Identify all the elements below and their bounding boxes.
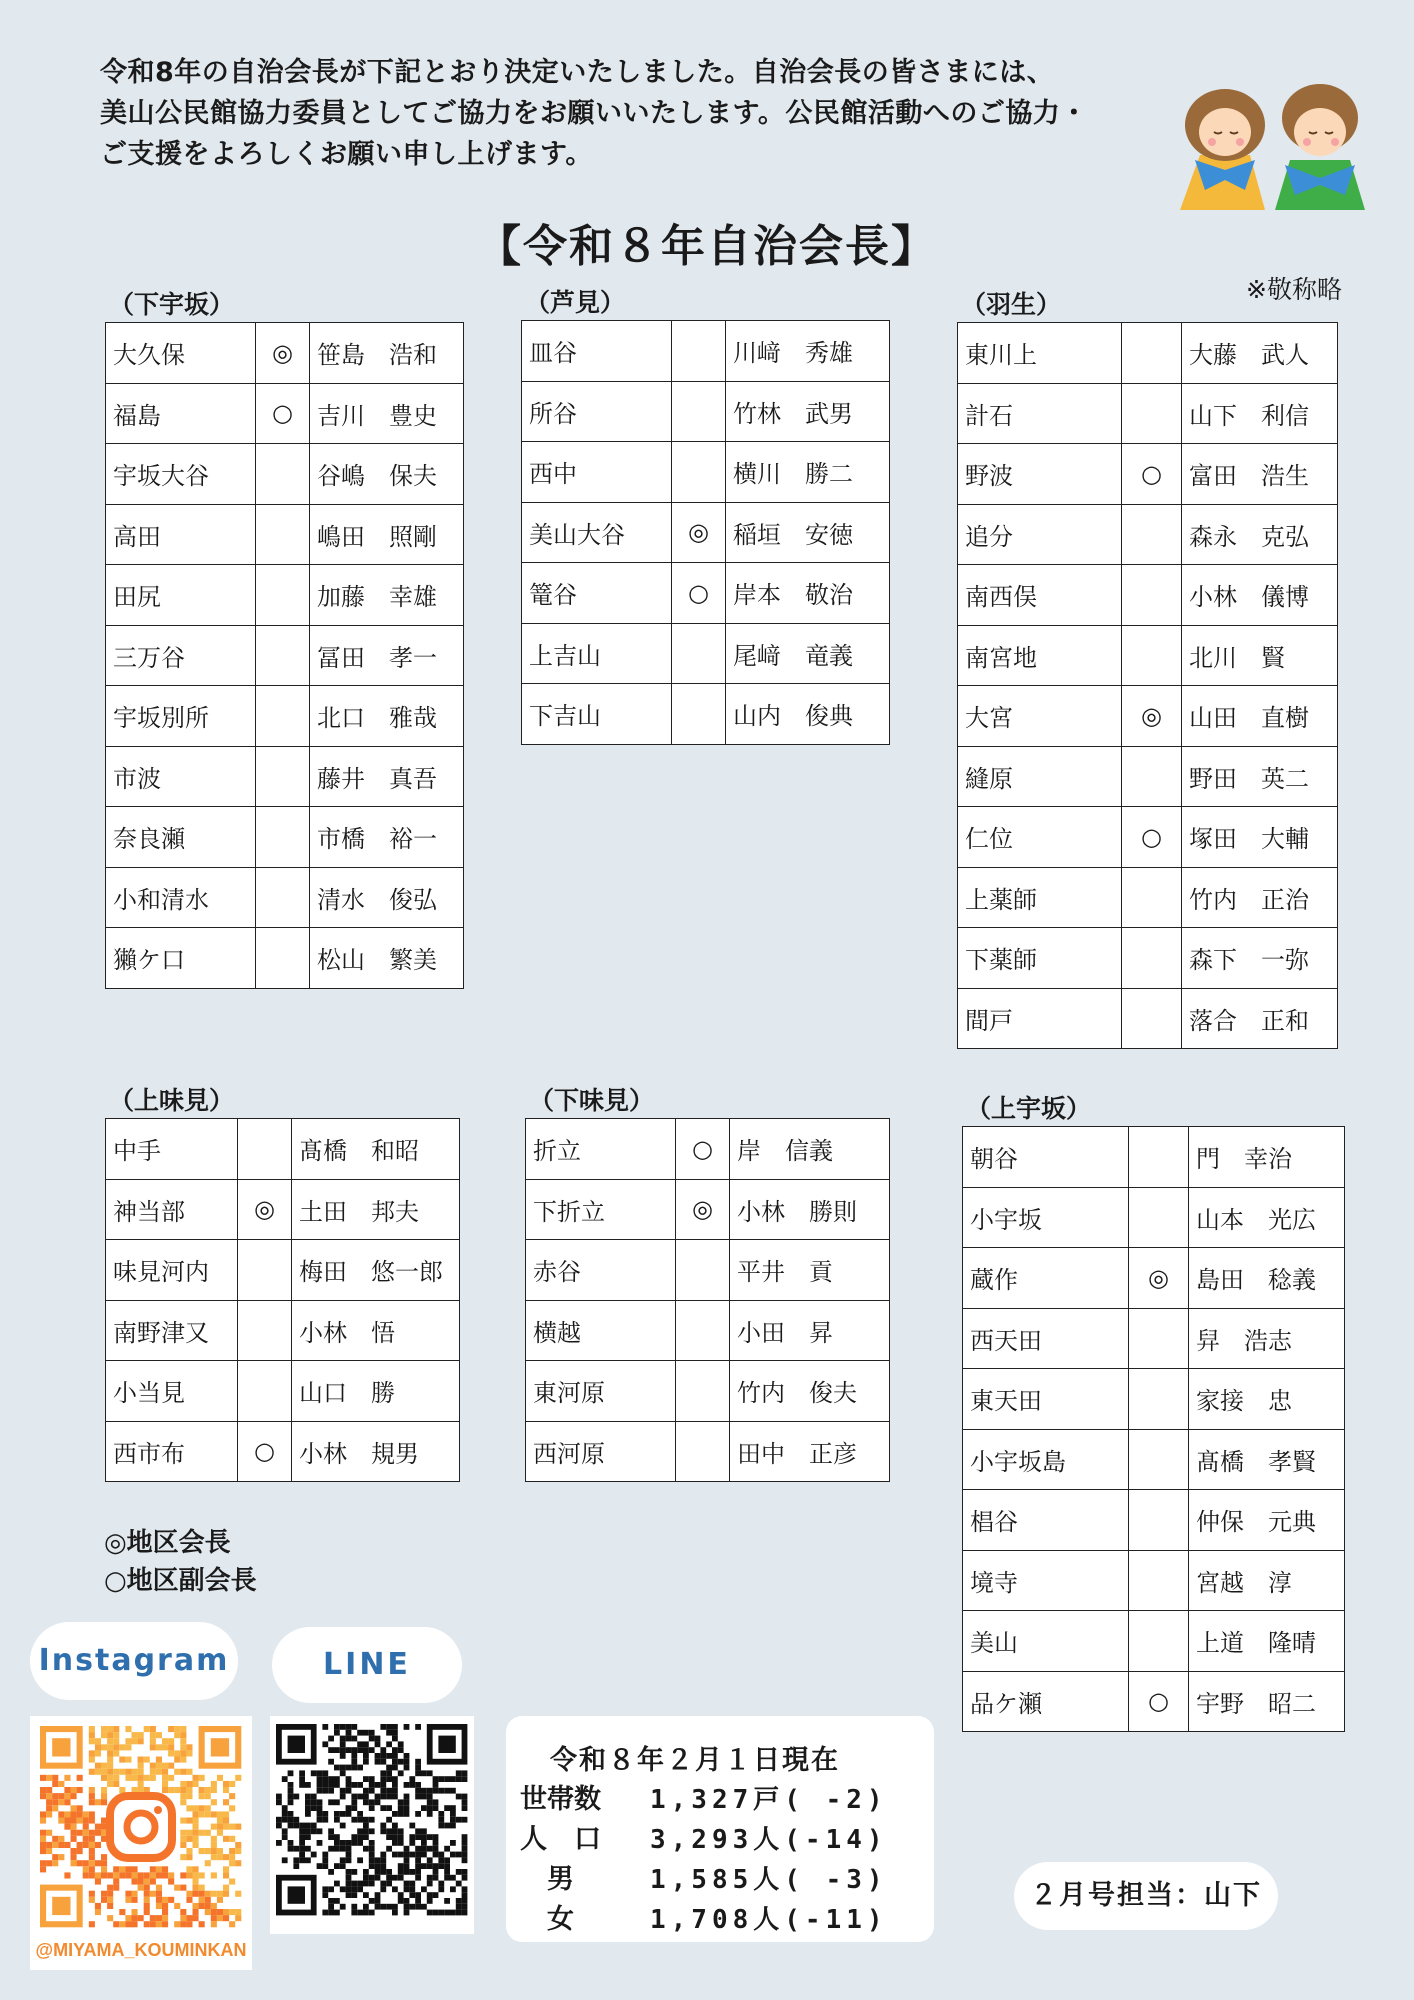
role-mark-cell (1129, 1369, 1189, 1430)
stats-label: 女 (520, 1904, 574, 1935)
area-name-cell: 下薬師 (958, 928, 1122, 989)
stats-value: 1,708人(-11) (650, 1905, 888, 1935)
area-name-cell: 南宮地 (958, 625, 1122, 686)
chief-name-cell: 富田 浩生 (1182, 444, 1338, 505)
table-row (106, 807, 464, 868)
area-name-cell: 計石 (958, 383, 1122, 444)
table-row (958, 504, 1338, 565)
stats-row (520, 1860, 920, 1900)
area-name-cell: 味見河内 (106, 1240, 238, 1301)
role-mark-cell (1122, 746, 1182, 807)
area-name-cell: 品ケ瀬 (963, 1671, 1129, 1732)
role-mark-cell (676, 1421, 730, 1482)
chief-name-cell: 髙橋 和昭 (292, 1119, 460, 1180)
chief-name-cell: 平井 貢 (730, 1240, 890, 1301)
table-row (106, 1119, 460, 1180)
chief-name-cell: 土田 邦夫 (292, 1179, 460, 1240)
chief-name-cell: 髙橋 孝賢 (1189, 1429, 1345, 1490)
role-mark-cell (676, 1300, 730, 1361)
stats-label: 男 (520, 1864, 574, 1895)
role-mark-cell (1129, 1127, 1189, 1188)
chief-name-cell: 岸 信義 (730, 1119, 890, 1180)
role-mark-cell (238, 1119, 292, 1180)
table-row (958, 686, 1338, 747)
stats-label: 人 口 (520, 1824, 601, 1855)
chief-name-cell: 大藤 武人 (1182, 323, 1338, 384)
district-kamiajimi (105, 1084, 460, 1482)
district-name: （下宇坂） (109, 290, 235, 319)
chief-name-cell: 加藤 幸雄 (310, 565, 464, 626)
table-row (522, 502, 890, 563)
area-name-cell: 美山 (963, 1611, 1129, 1672)
area-name-cell: 獺ケ口 (106, 928, 256, 989)
role-mark-cell (1129, 1611, 1189, 1672)
stats-label: 世帯数 (520, 1784, 601, 1815)
role-mark-cell: ○ (256, 383, 310, 444)
chief-name-cell: 落合 正和 (1182, 988, 1338, 1049)
chief-name-cell: 嶋田 照剛 (310, 504, 464, 565)
stats-row (520, 1820, 920, 1860)
role-mark-cell (238, 1240, 292, 1301)
chief-name-cell: 谷嶋 保夫 (310, 444, 464, 505)
table-row (526, 1179, 890, 1240)
role-mark-cell (256, 686, 310, 747)
table-row (958, 625, 1338, 686)
chief-name-cell: 塚田 大輔 (1182, 807, 1338, 868)
table-row (106, 686, 464, 747)
role-mark-cell (1129, 1308, 1189, 1369)
intro-text (100, 52, 1150, 175)
district-table (962, 1126, 1345, 1732)
role-mark-cell (256, 928, 310, 989)
area-name-cell: 市波 (106, 746, 256, 807)
table-row (963, 1369, 1345, 1430)
role-mark-cell: ◎ (238, 1179, 292, 1240)
role-mark-cell: ○ (1122, 444, 1182, 505)
area-name-cell: 高田 (106, 504, 256, 565)
role-mark-cell (1122, 625, 1182, 686)
chief-name-cell: 稲垣 安徳 (726, 502, 890, 563)
area-name-cell: 西中 (522, 442, 672, 503)
district-shimoajimi (525, 1084, 890, 1482)
chief-name-cell: 竹内 正治 (1182, 867, 1338, 928)
role-mark-cell (1129, 1187, 1189, 1248)
role-mark-cell (672, 623, 726, 684)
table-row (106, 383, 464, 444)
area-name-cell: 西市布 (106, 1421, 238, 1482)
chief-name-cell: 北口 雅哉 (310, 686, 464, 747)
area-name-cell: 所谷 (522, 381, 672, 442)
table-row (106, 565, 464, 626)
district-hanyu (957, 288, 1338, 1049)
area-name-cell: 大宮 (958, 686, 1122, 747)
role-mark-cell: ◎ (676, 1179, 730, 1240)
instagram-qr-icon[interactable] (30, 1716, 252, 1970)
chief-name-cell: 小林 悟 (292, 1300, 460, 1361)
area-name-cell: 福島 (106, 383, 256, 444)
table-row (106, 1361, 460, 1422)
chief-name-cell: 山本 光広 (1189, 1187, 1345, 1248)
area-name-cell: 西河原 (526, 1421, 676, 1482)
table-row (106, 1179, 460, 1240)
stats-date: 令和８年２月１日現在 (550, 1745, 840, 1776)
table-row (958, 565, 1338, 626)
chief-name-cell: 竹林 武男 (726, 381, 890, 442)
area-name-cell: 神当部 (106, 1179, 238, 1240)
table-row (106, 1240, 460, 1301)
area-name-cell: 南西俣 (958, 565, 1122, 626)
chief-name-cell: 笹島 浩和 (310, 323, 464, 384)
stats-value: 1,327戸( -2) (650, 1785, 888, 1815)
area-name-cell: 小宇坂 (963, 1187, 1129, 1248)
table-row (958, 444, 1338, 505)
chief-name-cell: 清水 俊弘 (310, 867, 464, 928)
area-name-cell: 西天田 (963, 1308, 1129, 1369)
area-name-cell: 奈良瀬 (106, 807, 256, 868)
area-name-cell: 東天田 (963, 1369, 1129, 1430)
table-row (963, 1308, 1345, 1369)
role-mark-cell (1122, 323, 1182, 384)
role-mark-cell (676, 1361, 730, 1422)
role-mark-cell (1122, 988, 1182, 1049)
area-name-cell: 大久保 (106, 323, 256, 384)
chief-name-cell: 島田 稔義 (1189, 1248, 1345, 1309)
table-row (958, 988, 1338, 1049)
role-mark-cell (256, 565, 310, 626)
role-mark-cell (1129, 1490, 1189, 1551)
chief-name-cell: 冨田 孝一 (310, 625, 464, 686)
role-mark-cell: ○ (1129, 1671, 1189, 1732)
page-title: 【令和８年自治会長】 (477, 221, 937, 272)
chief-name-cell: 舁 浩志 (1189, 1308, 1345, 1369)
role-mark-cell: ◎ (672, 502, 726, 563)
chief-name-cell: 岸本 敬治 (726, 563, 890, 624)
area-name-cell: 野波 (958, 444, 1122, 505)
stats-row (520, 1780, 920, 1820)
role-mark-cell: ○ (1122, 807, 1182, 868)
chief-name-cell: 小林 規男 (292, 1421, 460, 1482)
area-name-cell: 下折立 (526, 1179, 676, 1240)
chief-name-cell: 野田 英二 (1182, 746, 1338, 807)
line-qr-icon[interactable] (270, 1716, 474, 1934)
table-row (522, 381, 890, 442)
chief-name-cell: 小林 儀博 (1182, 565, 1338, 626)
table-row (963, 1429, 1345, 1490)
table-row (526, 1240, 890, 1301)
table-row (963, 1611, 1345, 1672)
role-mark-cell (672, 321, 726, 382)
district-table (105, 1118, 460, 1482)
table-row (963, 1187, 1345, 1248)
stats-value: 1,585人( -3) (650, 1865, 888, 1895)
chief-name-cell: 宮越 淳 (1189, 1550, 1345, 1611)
table-row (958, 867, 1338, 928)
intro-line: 令和8年の自治会長が下記とおり決定いたしました。自治会長の皆さまには、 (100, 57, 1055, 88)
district-kamiosaka (962, 1092, 1345, 1732)
role-mark-cell (1122, 565, 1182, 626)
intro-line: 美山公民館協力委員としてご協力をお願いいたします。公民館活動へのご協力・ (100, 98, 1088, 129)
area-name-cell: 追分 (958, 504, 1122, 565)
chief-name-cell: 竹内 俊夫 (730, 1361, 890, 1422)
stats-value: 3,293人(-14) (650, 1825, 888, 1855)
table-row (526, 1361, 890, 1422)
area-name-cell: 宇坂大谷 (106, 444, 256, 505)
role-mark-cell (256, 444, 310, 505)
chief-name-cell: 山田 直樹 (1182, 686, 1338, 747)
role-mark-cell (1122, 867, 1182, 928)
role-mark-cell (1129, 1550, 1189, 1611)
table-row (963, 1671, 1345, 1732)
table-row (522, 563, 890, 624)
area-name-cell: 椙谷 (963, 1490, 1129, 1551)
area-name-cell: 三万谷 (106, 625, 256, 686)
role-mark-cell: ◎ (256, 323, 310, 384)
honorific-note: ※敬称略 (1246, 275, 1342, 304)
chief-name-cell: 吉川 豊史 (310, 383, 464, 444)
chief-name-cell: 藤井 真吾 (310, 746, 464, 807)
table-row (106, 504, 464, 565)
area-name-cell: 東河原 (526, 1361, 676, 1422)
chief-name-cell: 市橋 裕一 (310, 807, 464, 868)
table-row (958, 807, 1338, 868)
area-name-cell: 上薬師 (958, 867, 1122, 928)
table-row (522, 321, 890, 382)
table-row (106, 323, 464, 384)
area-name-cell: 仁位 (958, 807, 1122, 868)
role-mark-cell: ○ (676, 1119, 730, 1180)
area-name-cell: 皿谷 (522, 321, 672, 382)
chief-name-cell: 山内 俊典 (726, 684, 890, 745)
district-name: （下味見） (529, 1086, 655, 1115)
chief-name-cell: 川﨑 秀雄 (726, 321, 890, 382)
area-name-cell: 小当見 (106, 1361, 238, 1422)
area-name-cell: 上吉山 (522, 623, 672, 684)
chief-name-cell: 梅田 悠一郎 (292, 1240, 460, 1301)
stats-row (520, 1900, 920, 1940)
table-row (963, 1550, 1345, 1611)
chief-name-cell: 宇野 昭二 (1189, 1671, 1345, 1732)
area-name-cell: 小宇坂島 (963, 1429, 1129, 1490)
chief-name-cell: 家接 忠 (1189, 1369, 1345, 1430)
table-row (958, 746, 1338, 807)
role-mark-cell (1122, 383, 1182, 444)
chief-name-cell: 仲保 元典 (1189, 1490, 1345, 1551)
area-name-cell: 下吉山 (522, 684, 672, 745)
chief-name-cell: 森永 克弘 (1182, 504, 1338, 565)
role-mark-cell: ○ (672, 563, 726, 624)
area-name-cell: 縫原 (958, 746, 1122, 807)
area-name-cell: 横越 (526, 1300, 676, 1361)
table-row (958, 383, 1338, 444)
chief-name-cell: 門 幸治 (1189, 1127, 1345, 1188)
role-mark-cell (238, 1300, 292, 1361)
area-name-cell: 南野津又 (106, 1300, 238, 1361)
chief-name-cell: 田中 正彦 (730, 1421, 890, 1482)
district-name: （羽生） (961, 290, 1062, 319)
table-row (963, 1248, 1345, 1309)
district-table (521, 320, 890, 745)
instagram-label[interactable]: Instagram (30, 1622, 238, 1700)
area-name-cell: 田尻 (106, 565, 256, 626)
district-name: （上味見） (109, 1086, 235, 1115)
area-name-cell: 篭谷 (522, 563, 672, 624)
district-ashimi (521, 286, 890, 745)
legend-chief: ◎地区会長 (104, 1528, 231, 1558)
table-row (106, 867, 464, 928)
area-name-cell: 赤谷 (526, 1240, 676, 1301)
area-name-cell: 間戸 (958, 988, 1122, 1049)
chief-name-cell: 山下 利信 (1182, 383, 1338, 444)
table-row (106, 444, 464, 505)
table-row (106, 625, 464, 686)
table-row (106, 928, 464, 989)
chief-name-cell: 尾﨑 竜義 (726, 623, 890, 684)
population-stats (506, 1716, 934, 1942)
table-row (522, 684, 890, 745)
chief-name-cell: 北川 賢 (1182, 625, 1338, 686)
chief-name-cell: 山口 勝 (292, 1361, 460, 1422)
table-row (963, 1490, 1345, 1551)
area-name-cell: 宇坂別所 (106, 686, 256, 747)
district-name: （芦見） (525, 288, 626, 317)
area-name-cell: 中手 (106, 1119, 238, 1180)
role-mark-cell (238, 1361, 292, 1422)
chief-name-cell: 松山 繁美 (310, 928, 464, 989)
chief-name-cell: 横川 勝二 (726, 442, 890, 503)
table-row (106, 746, 464, 807)
role-mark-cell (672, 381, 726, 442)
table-row (958, 928, 1338, 989)
instagram-handle: @MIYAMA_KOUMINKAN (35, 1940, 247, 1960)
table-row (526, 1119, 890, 1180)
legend-vice: ○地区副会長 (104, 1566, 257, 1596)
chief-name-cell: 小田 昇 (730, 1300, 890, 1361)
district-shimoosaka (105, 288, 464, 989)
role-mark-cell (256, 746, 310, 807)
role-mark-cell (672, 684, 726, 745)
area-name-cell: 境寺 (963, 1550, 1129, 1611)
role-mark-cell (256, 625, 310, 686)
district-table (957, 322, 1338, 1049)
chief-name-cell: 小林 勝則 (730, 1179, 890, 1240)
area-name-cell: 朝谷 (963, 1127, 1129, 1188)
table-row (106, 1421, 460, 1482)
role-mark-cell: ○ (238, 1421, 292, 1482)
chief-name-cell: 森下 一弥 (1182, 928, 1338, 989)
bowing-kids-illustration (1170, 60, 1370, 210)
table-row (522, 442, 890, 503)
legend (104, 1524, 257, 1600)
role-mark-cell (672, 442, 726, 503)
role-mark-cell: ◎ (1129, 1248, 1189, 1309)
role-mark-cell (256, 807, 310, 868)
area-name-cell: 美山大谷 (522, 502, 672, 563)
intro-line: ご支援をよろしくお願い申し上げます。 (100, 139, 593, 170)
table-row (106, 1300, 460, 1361)
role-mark-cell (256, 504, 310, 565)
issue-byline: ２月号担当：山下 (1014, 1862, 1278, 1930)
table-row (963, 1127, 1345, 1188)
district-table (525, 1118, 890, 1482)
line-label[interactable]: LINE (272, 1627, 462, 1703)
area-name-cell: 小和清水 (106, 867, 256, 928)
table-row (526, 1300, 890, 1361)
table-row (522, 623, 890, 684)
area-name-cell: 折立 (526, 1119, 676, 1180)
chief-name-cell: 上道 隆晴 (1189, 1611, 1345, 1672)
district-name: （上宇坂） (966, 1094, 1092, 1123)
role-mark-cell (676, 1240, 730, 1301)
table-row (526, 1421, 890, 1482)
role-mark-cell (1122, 928, 1182, 989)
role-mark-cell (256, 867, 310, 928)
area-name-cell: 東川上 (958, 323, 1122, 384)
role-mark-cell (1129, 1429, 1189, 1490)
role-mark-cell: ◎ (1122, 686, 1182, 747)
role-mark-cell (1122, 504, 1182, 565)
area-name-cell: 蔵作 (963, 1248, 1129, 1309)
table-row (958, 323, 1338, 384)
district-table (105, 322, 464, 989)
